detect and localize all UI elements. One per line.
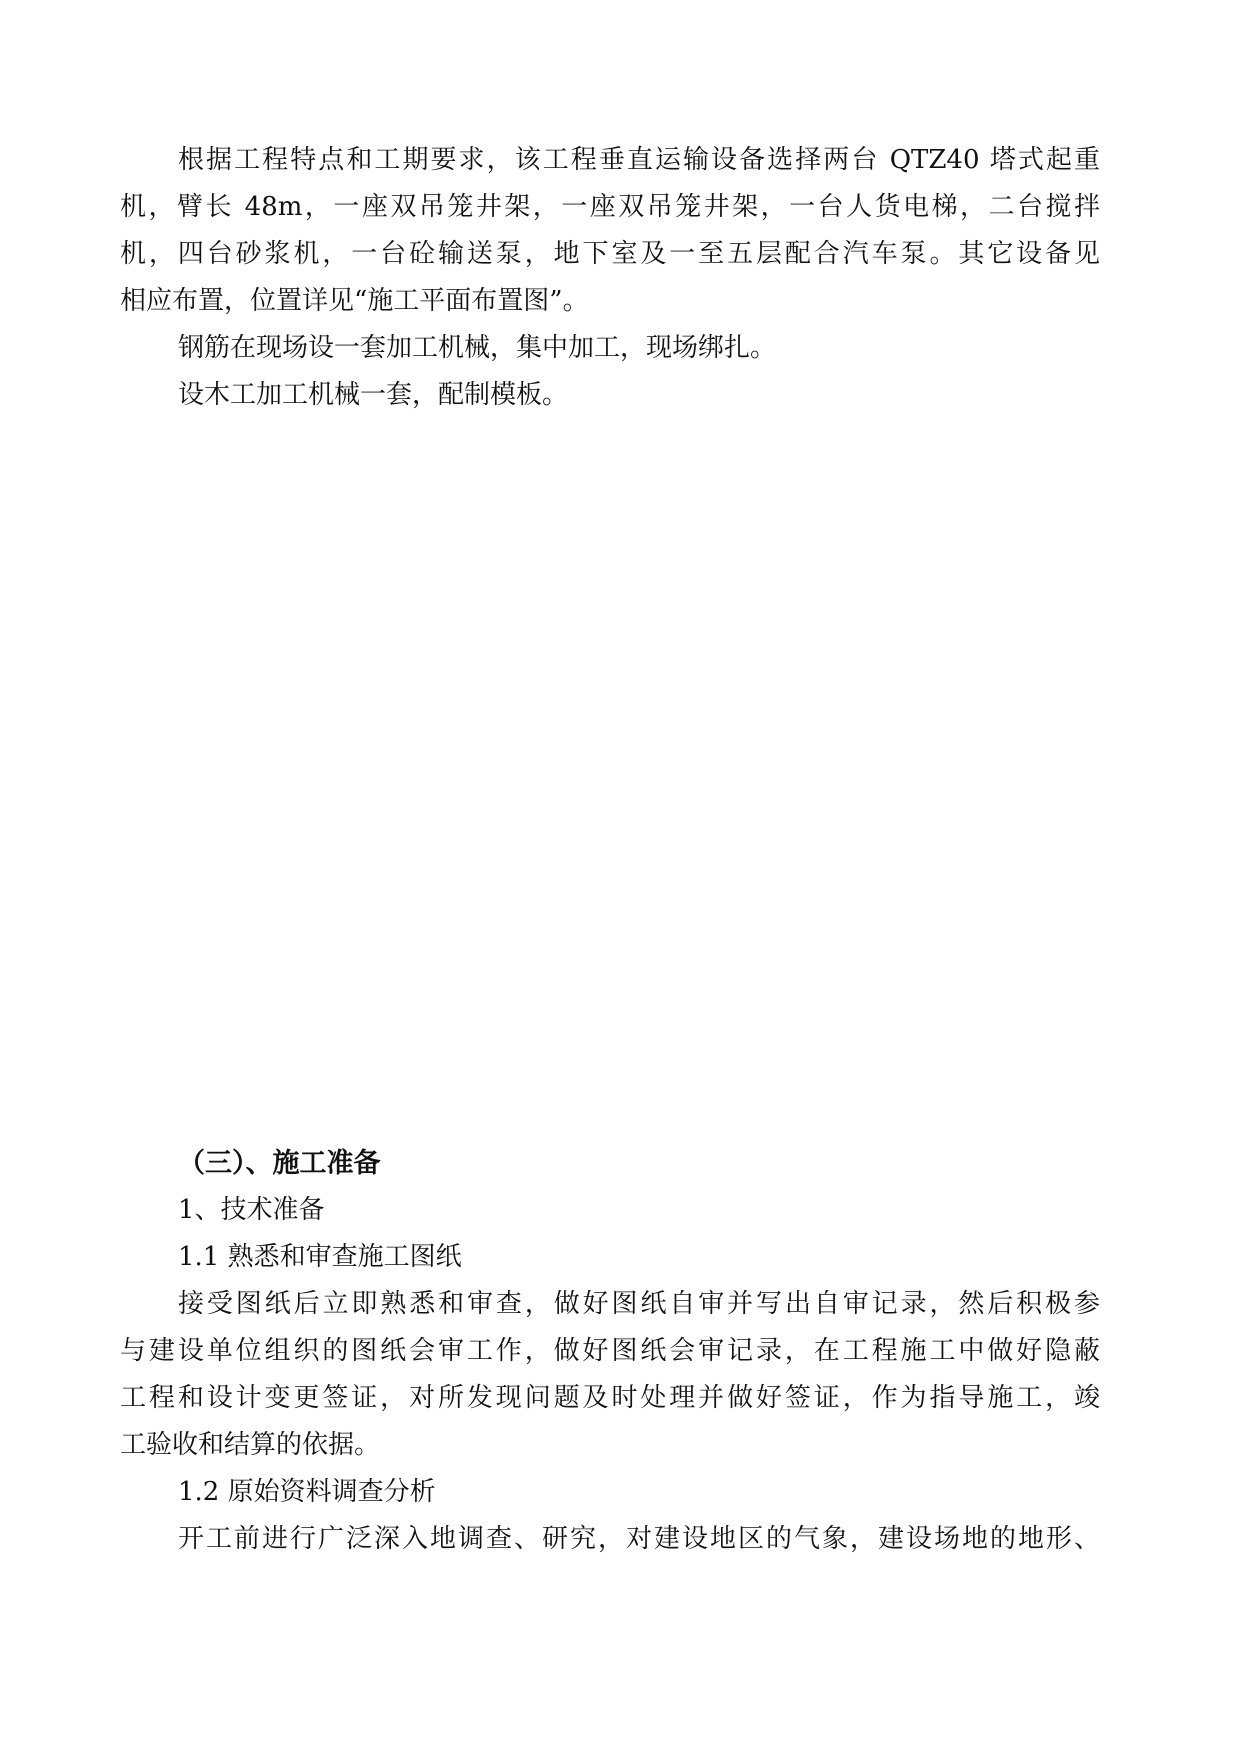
rebar-line: 钢筋在现场设一套加工机械，集中加工，现场绑扎。	[178, 333, 777, 363]
paragraph-line: 与建设单位组织的图纸会审工作，做好图纸会审记录，在工程施工中做好隐蔽	[120, 1336, 1100, 1366]
carpentry-line: 设木工加工机械一套，配制模板。	[178, 380, 569, 410]
paragraph-line: 工程和设计变更签证，对所发现问题及时处理并做好签证，作为指导施工，竣	[120, 1383, 1100, 1413]
paragraph-line: 根据工程特点和工期要求，该工程垂直运输设备选择两台 QTZ40 塔式起重	[178, 145, 1100, 175]
paragraph-line: 工验收和结算的依据。	[120, 1430, 381, 1460]
paragraph-line: 接受图纸后立即熟悉和审查，做好图纸自审并写出自审记录，然后积极参	[178, 1289, 1100, 1319]
paragraph-line: 开工前进行广泛深入地调查、研究，对建设地区的气象，建设场地的地形、	[178, 1524, 1100, 1554]
paragraph-line: 机，四台砂浆机，一台砼输送泵，地下室及一至五层配合汽车泵。其它设备见	[120, 239, 1100, 269]
item-title: 1.1 熟悉和审查施工图纸	[178, 1242, 462, 1272]
equipment-section	[120, 137, 1100, 419]
subsection-title: 1、技术准备	[178, 1195, 325, 1225]
item-title: 1.2 原始资料调查分析	[178, 1477, 436, 1507]
construction-prep-section	[120, 1140, 1100, 1563]
section-heading: （三）、施工准备	[178, 1148, 381, 1179]
paragraph-line: 机，臂长 48m，一座双吊笼井架，一座双吊笼井架，一台人货电梯，二台搅拌	[120, 192, 1100, 222]
paragraph-line: 相应布置，位置详见“施工平面布置图”。	[120, 286, 589, 316]
